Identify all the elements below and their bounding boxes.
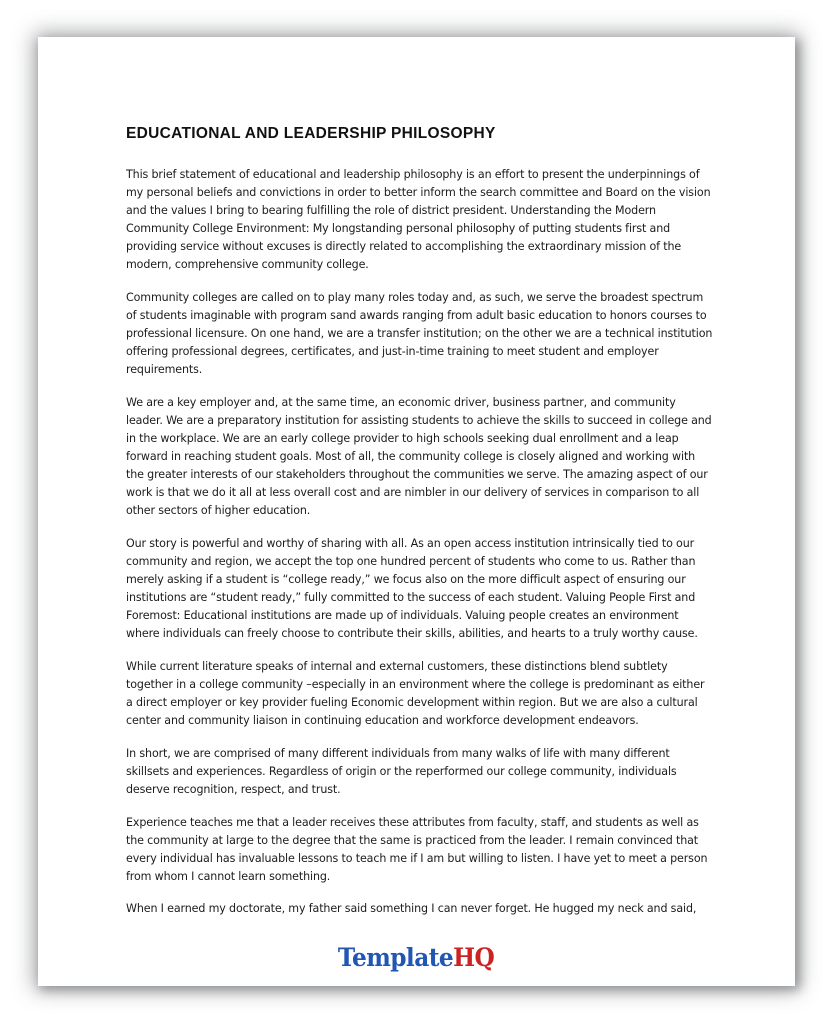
paragraph: Our story is powerful and worthy of sharing with all. As an open access institution intrinsically tied to our community and region, we accept the top one hundred percent of students who come to us. Rather than merely asking if a student is “college ready,” we focus also on the more difficult aspect of ensuring our institutions are “student ready,” fully committed to the success of each student. Valuing People First and Foremost: Educational institutions are made up of individuals. Valuing people creates an environment where individuals can freely choose to contribute their skills, abilities, and hearts to a truly worthy cause. [126,536,698,641]
logo-text-primary: Template [338,943,454,972]
paragraph: In short, we are comprised of many different individuals from many walks of life with many different skillsets and experiences. Regardless of origin or the reperformed our college community, individuals deserve recognition, respect, and trust. [126,746,677,796]
document-page [38,37,795,986]
paragraph: While current literature speaks of internal and external customers, these distinctions blend subtlety together in a college community –especially in an environment where the college is predominant as either a direct employer or key provider fueling Economic development within region. But we are also a cultural center and community liaison in continuing education and workforce development endeavors. [126,659,705,728]
paragraph: Experience teaches me that a leader receives these attributes from faculty, staff, and students as well as the community at large to the degree that the same is practiced from the leader. I remain convinced that every individual has invaluable lessons to teach me if I am but willing to listen. I have yet to meet a person from whom I cannot learn something. [126,815,708,883]
paragraph: Community colleges are called on to play many roles today and, as such, we serve the broadest spectrum of students imaginable with program sand awards ranging from adult basic education to honors courses to professional licensure. On one hand, we are a transfer institution; on the other we are a technical institution offering professional degrees, certificates, and just-in-time training to meet student and employer requirements. [126,290,713,377]
footer-logo-container [38,945,795,970]
paragraph: We are a key employer and, at the same time, an economic driver, business partner, and community leader. We are a preparatory institution for assisting students to achieve the skills to succeed in college and in the workplace. We are an early college provider to high schools seeking dual enrollment and a leap forward in reaching student goals. Most of all, the community college is closely aligned and working with the greater interests of our stakeholders throughout the communities we serve. The amazing aspect of our work is that we do it all at less overall cost and are nimbler in our delivery of services in comparison to all other sectors of higher education. [126,395,712,518]
document-content [126,125,713,918]
paragraph: This brief statement of educational and leadership philosophy is an effort to present the underpinnings of my personal beliefs and convictions in order to better inform the search committee and Board on the vision and the values I bring to bearing fulfilling the role of district president. Understanding the Modern Community College Environment: My longstanding personal philosophy of putting students first and providing service without excuses is directly related to accomplishing the extraordinary mission of the modern, comprehensive community college. [126,167,711,272]
logo-text-secondary: HQ [453,943,495,972]
paragraph: When I earned my doctorate, my father said something I can never forget. He hugged my neck and said, [126,902,697,916]
page-title: EDUCATIONAL AND LEADERSHIP PHILOSOPHY [126,125,496,142]
document-body [126,166,713,919]
templatehq-logo [338,945,494,970]
